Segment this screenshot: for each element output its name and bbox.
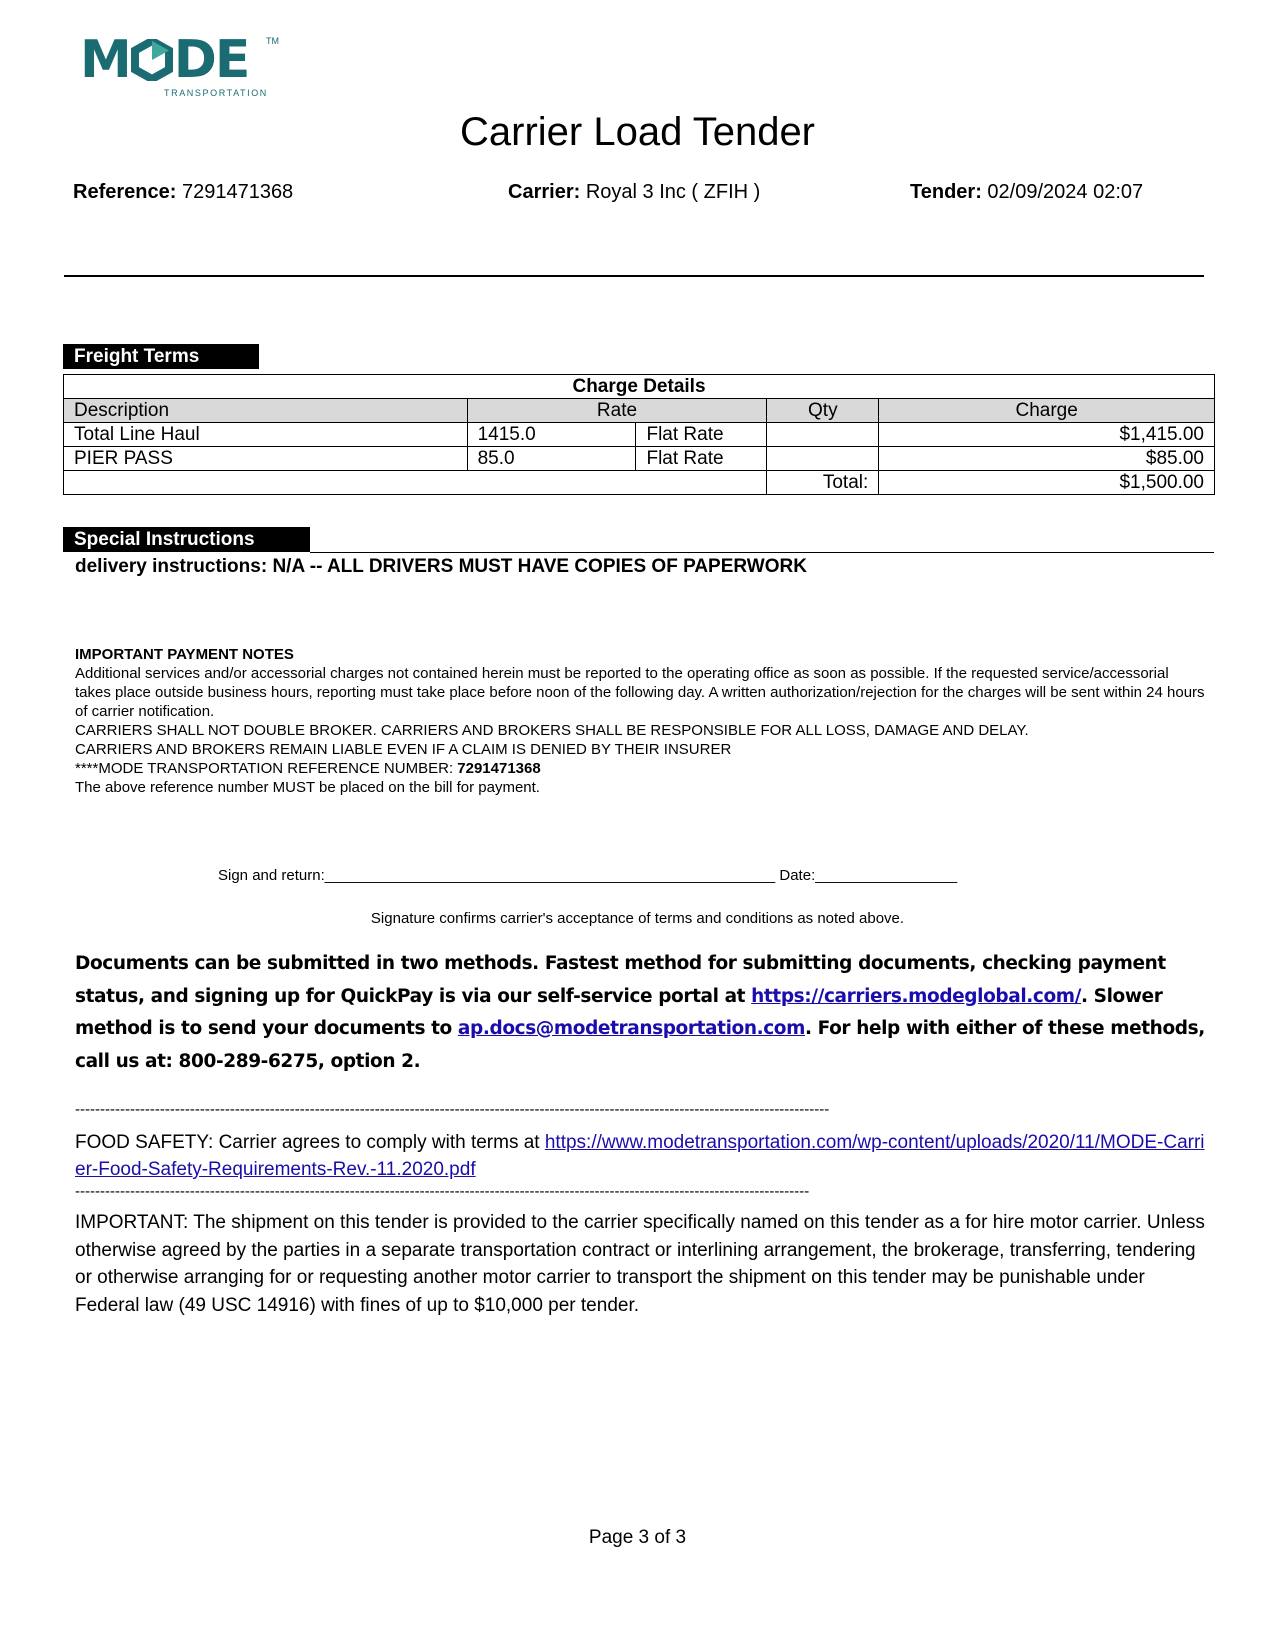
payment-notes-bill-line: The above reference number MUST be placed on the bill for payment. [75,779,540,796]
charge-details-table [63,374,1215,495]
header-divider [64,275,1204,277]
reference-number-label: ****MODE TRANSPORTATION REFERENCE NUMBER: [75,760,454,777]
freight-terms-tab: Freight Terms [63,344,259,369]
tender-label: Tender: [910,181,982,203]
column-header-rate: Rate [467,399,767,423]
payment-notes-liability-line: CARRIERS AND BROKERS REMAIN LIABLE EVEN IF A CLAIM IS DENIED BY THEIR INSURER [75,741,732,758]
logo-wordmark: M DE [80,30,249,90]
food-safety-notice [75,1129,1205,1183]
table-row [64,447,1215,471]
payment-notes [75,645,1205,797]
documents-text-2: . Slower method is to send your documents to [75,985,1163,1039]
table-row [64,423,1215,447]
total-value: $1,500.00 [879,471,1215,495]
row-qty [767,447,879,471]
page-title: Carrier Load Tender [459,110,816,154]
payment-notes-title: IMPORTANT PAYMENT NOTES [75,646,294,663]
food-safety-text: FOOD SAFETY: Carrier agrees to comply with terms at [75,1132,545,1153]
total-row [64,471,1215,495]
row-rate-type: Flat Rate [636,447,767,471]
signature-confirmation: Signature confirms carrier's acceptance of terms and conditions as noted above. [370,910,905,927]
row-rate: 1415.0 [467,423,636,447]
logo-trademark: TM [266,36,279,46]
row-description: Total Line Haul [64,423,468,447]
payment-notes-broker-line: CARRIERS SHALL NOT DOUBLE BROKER. CARRIERS AND BROKERS SHALL BE RESPONSIBLE FOR ALL LOSS, DAMAGE AND DELAY. [75,722,1029,739]
dashed-divider-2: --------------------------------------------------------------------------------------------------------------------------------------------------- [75,1183,810,1200]
ap-docs-email-link[interactable]: ap.docs@modetransportation.com [457,1018,805,1039]
tender-value: 02/09/2024 02:07 [987,181,1144,203]
documents-text-1: Documents can be submitted in two methods. Fastest method for submitting documents, checking payment status, and signing up for QuickPay is via our self-service portal at [75,953,1166,1007]
reference-value: 7291471368 [181,181,294,203]
reference-label: Reference: [73,181,177,203]
carrier-portal-link[interactable]: https://carriers.modeglobal.com/ [751,985,1082,1007]
sign-and-return-line: Sign and return:______________________________________________________ Date:_________________ [218,867,958,884]
charge-details-caption: Charge Details [64,375,1215,399]
payment-notes-paragraph: Additional services and/or accessorial charges not contained herein must be reported to the operating office as soon as possible. If the requested service/accessorial takes place outside business hours, reporting must take place before noon of the following day. A written authorization/rejection for the charges will be sent within 24 hours of carrier notification. [75,665,1205,720]
food-safety-link[interactable]: https://www.modetransportation.com/wp-content/uploads/2020/11/MODE-Carrier-Food-Safety-Requirements-Rev.-11.2020.pdf [75,1132,1205,1180]
delivery-instructions: delivery instructions: N/A -- ALL DRIVERS MUST HAVE COPIES OF PAPERWORK [75,556,807,577]
row-description: PIER PASS [64,447,468,471]
reference-number-value: 7291471368 [457,760,541,777]
mode-logo [80,32,280,102]
logo-o-hexagon-icon [131,39,173,81]
reference-field [73,180,293,204]
row-rate: 85.0 [467,447,636,471]
special-instructions-tab: Special Instructions [63,527,310,552]
documents-submission-info [75,948,1205,1078]
logo-subtitle: TRANSPORTATION [164,88,268,98]
carrier-value: Royal 3 Inc ( ZFIH ) [585,181,761,203]
column-header-description: Description [64,399,468,423]
carrier-label: Carrier: [508,181,581,203]
dashed-divider-1: ------------------------------------------------------------------------------------------------------------------------------------------------------- [75,1101,830,1118]
tender-field [910,180,1143,204]
column-header-charge: Charge [879,399,1215,423]
table-header-row [64,399,1215,423]
total-spacer [64,471,767,495]
special-instructions-rule [310,552,1214,553]
row-charge: $1,415.00 [879,423,1215,447]
row-rate-type: Flat Rate [636,423,767,447]
total-label: Total: [767,471,879,495]
page-number: Page 3 of 3 [588,1527,687,1548]
important-notice: IMPORTANT: The shipment on this tender is provided to the carrier specifically named on this tender as a for hire motor carrier. Unless otherwise agreed by the parties in a separate transportation contract or interlining arrangement, the brokerage, transferring, tendering or otherwise arranging for or requesting another motor carrier to transport the shipment on this tender may be punishable under Federal law (49 USC 14916) with fines of up to $10,000 per tender. [75,1212,1205,1316]
documents-text-3: . For help with either of these methods, call us at: 800-289-6275, option 2. [75,1018,1205,1072]
table-caption-row [64,375,1215,399]
carrier-field [508,180,760,204]
row-qty [767,423,879,447]
payment-notes-reference-line [75,759,1205,778]
row-charge: $85.00 [879,447,1215,471]
column-header-qty: Qty [767,399,879,423]
